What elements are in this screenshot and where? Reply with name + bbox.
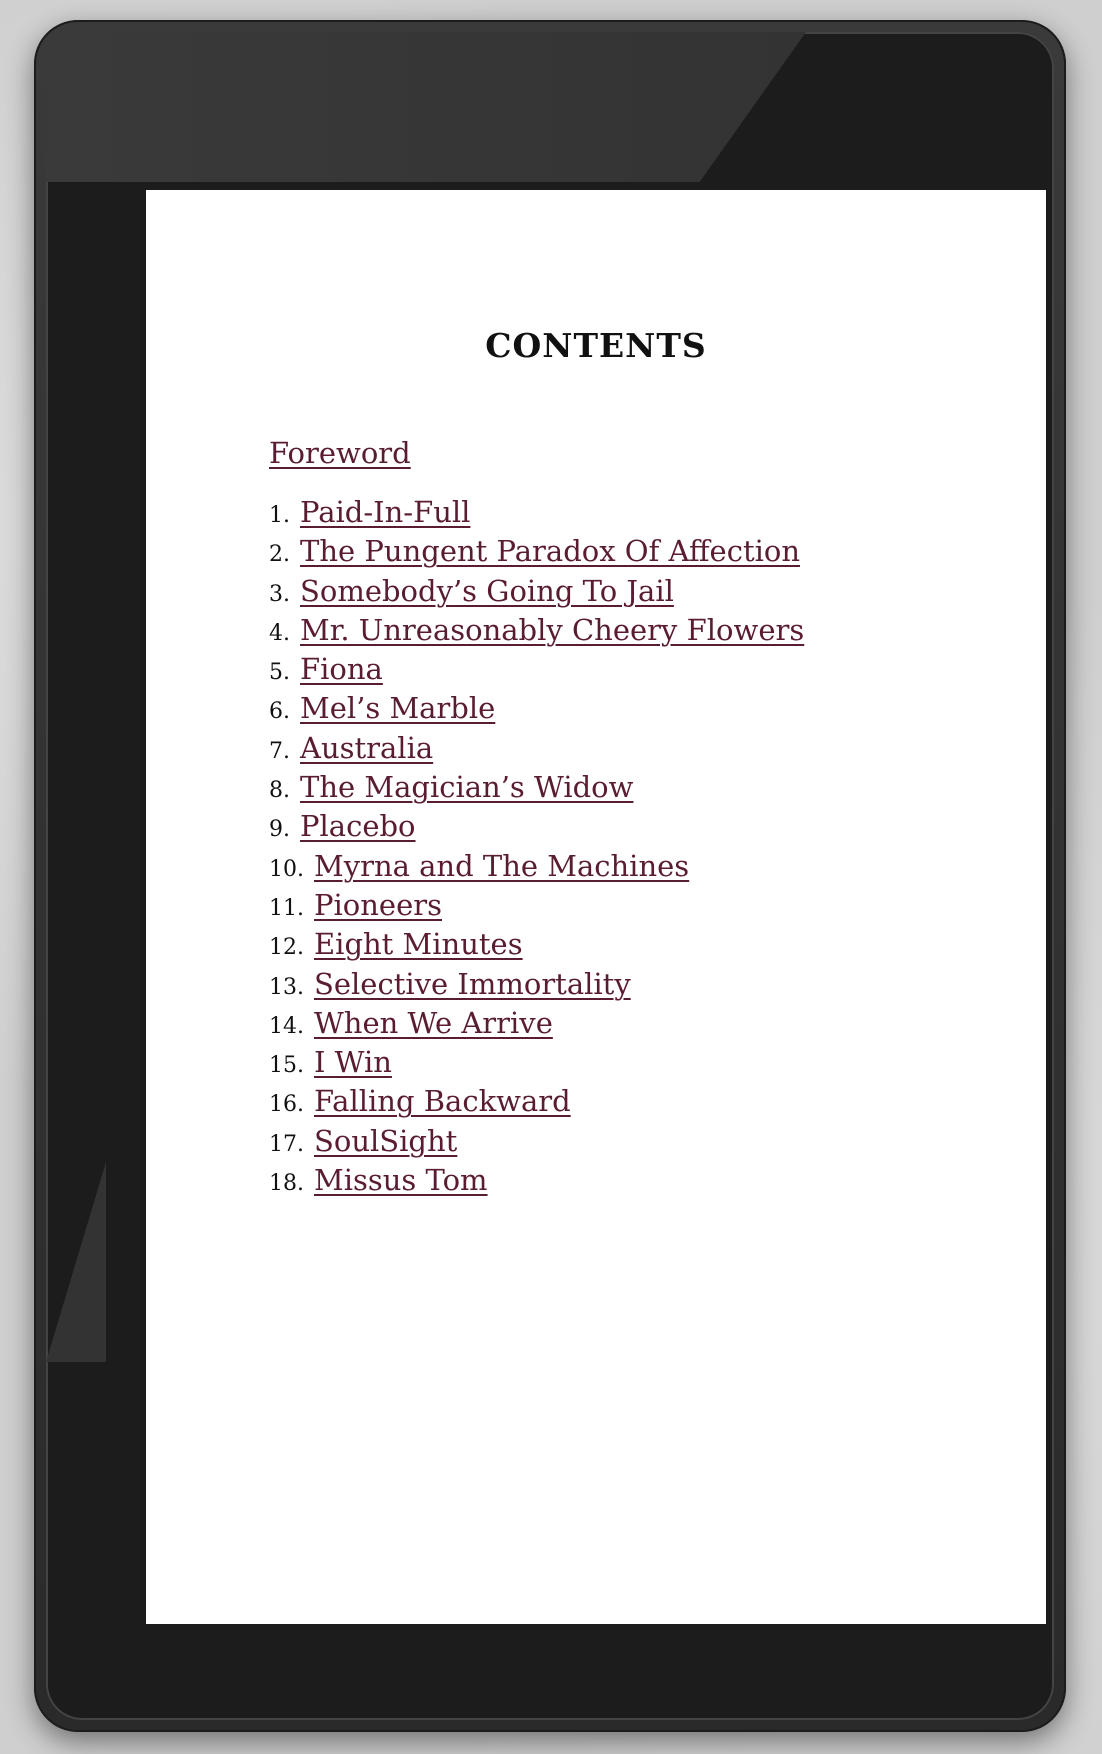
chapter-link[interactable]: Mel’s Marble xyxy=(300,691,496,726)
chapter-link[interactable]: Australia xyxy=(300,730,434,765)
chapter-number: 13. xyxy=(269,974,304,1000)
chapter-link[interactable]: Myrna and The Machines xyxy=(314,848,690,883)
chapter-list xyxy=(269,495,989,1202)
chapter-item xyxy=(269,691,989,730)
chapter-link[interactable]: When We Arrive xyxy=(314,1005,553,1040)
chapter-link[interactable]: Missus Tom xyxy=(314,1163,488,1198)
chapter-number: 16. xyxy=(269,1092,304,1118)
chapter-item xyxy=(269,1045,989,1084)
chapter-number: 11. xyxy=(269,895,304,921)
chapter-number: 8. xyxy=(269,778,290,804)
chapter-item xyxy=(269,495,989,534)
chapter-item xyxy=(269,849,989,888)
chapter-item xyxy=(269,1124,989,1163)
bezel-glare xyxy=(46,32,806,182)
chapter-item xyxy=(269,731,989,770)
chapter-number: 7. xyxy=(269,738,290,764)
chapter-link[interactable]: SoulSight xyxy=(314,1123,458,1158)
chapter-link[interactable]: Pioneers xyxy=(314,887,442,922)
chapter-item xyxy=(269,1084,989,1123)
foreword-link[interactable]: Foreword xyxy=(269,436,411,470)
chapter-link[interactable]: Mr. Unreasonably Cheery Flowers xyxy=(300,612,805,647)
chapter-link[interactable]: Fiona xyxy=(300,652,383,687)
ebook-screen xyxy=(146,190,1046,1624)
chapter-link[interactable]: Falling Backward xyxy=(314,1084,571,1119)
chapter-number: 15. xyxy=(269,1053,304,1079)
chapter-item xyxy=(269,534,989,573)
chapter-number: 6. xyxy=(269,699,290,725)
chapter-number: 10. xyxy=(269,856,304,882)
chapter-number: 18. xyxy=(269,1171,304,1197)
chapter-item xyxy=(269,574,989,613)
chapter-number: 3. xyxy=(269,581,290,607)
chapter-number: 5. xyxy=(269,660,290,686)
chapter-number: 1. xyxy=(269,503,290,528)
chapter-item xyxy=(269,1163,989,1202)
chapter-number: 12. xyxy=(269,935,304,961)
chapter-link[interactable]: Paid-In-Full xyxy=(300,495,471,529)
chapter-number: 17. xyxy=(269,1131,304,1157)
chapter-number: 9. xyxy=(269,817,290,843)
chapter-item xyxy=(269,1006,989,1045)
chapter-item xyxy=(269,967,989,1006)
chapter-item xyxy=(269,927,989,966)
table-of-contents xyxy=(269,435,989,1202)
chapter-link[interactable]: Selective Immortality xyxy=(314,966,631,1001)
chapter-link[interactable]: Placebo xyxy=(300,809,416,844)
chapter-link[interactable]: Somebody’s Going To Jail xyxy=(300,573,674,608)
chapter-item xyxy=(269,770,989,809)
chapter-number: 14. xyxy=(269,1013,304,1039)
chapter-link[interactable]: The Pungent Paradox Of Affection xyxy=(300,534,801,569)
chapter-item xyxy=(269,613,989,652)
chapter-number: 2. xyxy=(269,542,290,568)
chapter-item xyxy=(269,888,989,927)
chapter-link[interactable]: The Magician’s Widow xyxy=(300,770,634,805)
contents-heading: CONTENTS xyxy=(485,326,707,365)
tablet-bezel xyxy=(46,32,1054,1720)
chapter-number: 4. xyxy=(269,620,290,646)
chapter-link[interactable]: I Win xyxy=(314,1045,392,1080)
tablet-device xyxy=(34,20,1066,1732)
chapter-item xyxy=(269,652,989,691)
chapter-item xyxy=(269,809,989,848)
bezel-glare-lower xyxy=(46,1162,106,1362)
chapter-link[interactable]: Eight Minutes xyxy=(314,927,523,962)
